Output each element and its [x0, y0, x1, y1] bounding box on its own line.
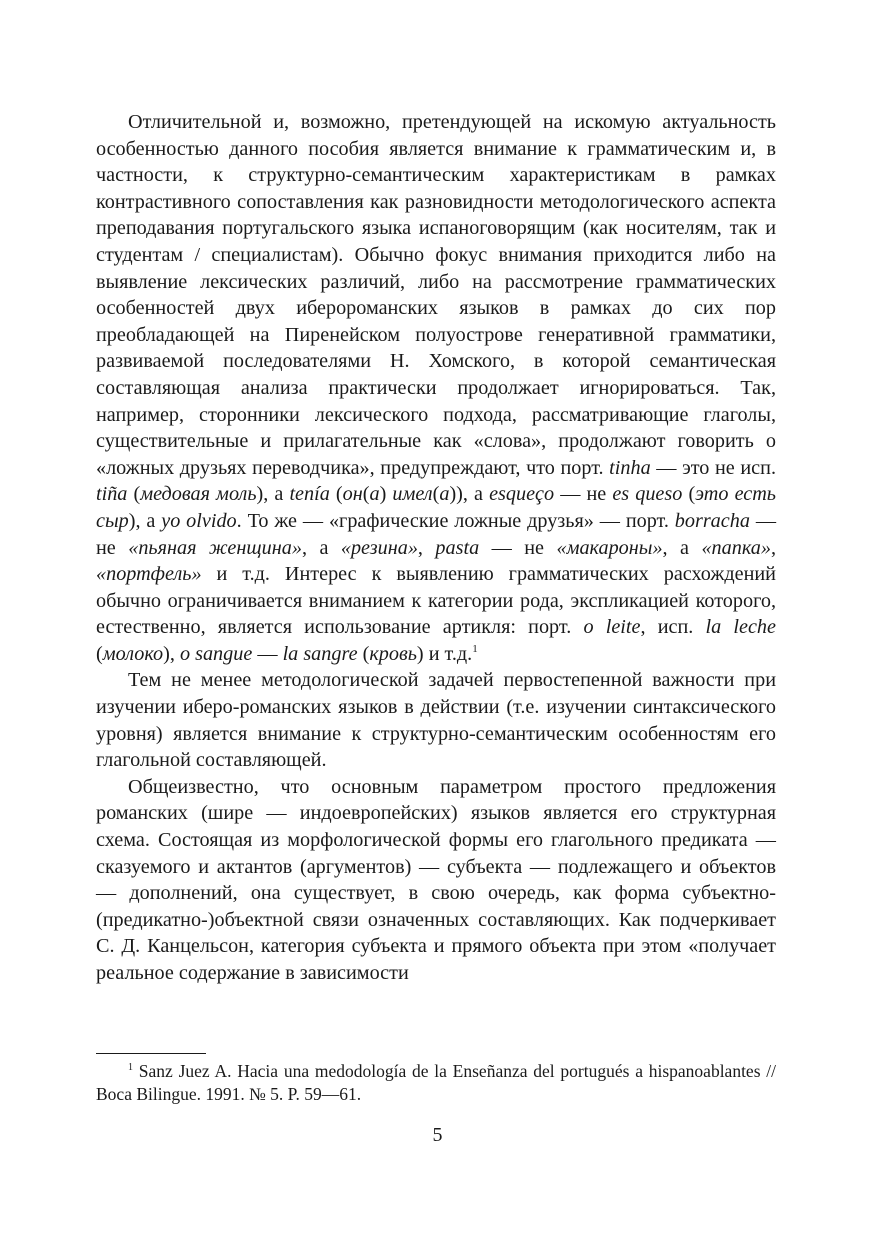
italic-term: borracha: [674, 509, 750, 532]
italic-term: это есть сыр: [96, 483, 776, 532]
text-run: — это не исп.: [650, 456, 776, 479]
italic-term: а: [369, 483, 380, 506]
footnote-marker: 1: [128, 1062, 133, 1073]
text-run: — не: [96, 509, 777, 559]
text-run: — не: [479, 536, 557, 559]
text-run: — не: [554, 483, 613, 506]
text-run: ): [379, 483, 393, 506]
text-run: ),: [163, 642, 180, 665]
text-run: (: [357, 642, 370, 665]
main-text: [96, 109, 776, 987]
italic-term: yo olvido: [161, 509, 237, 532]
text-run: (: [432, 483, 440, 506]
italic-term: «пьяная женщина»: [128, 536, 302, 559]
italic-term: la leche: [705, 616, 776, 639]
text-run: ) и т.д.: [416, 642, 473, 665]
text-run: ), а: [128, 509, 162, 532]
paragraph-2: [96, 667, 776, 773]
text-run: (: [682, 483, 696, 506]
footnote-text: Sanz Juez A. Hacia una medodología de la Enseñanza del portugués a hispanoablantes // Boca Bilingue. 1991. № 5. P. 59—61.: [96, 1061, 777, 1104]
text-run: . То же — «графические ложные друзья» — порт.: [236, 509, 675, 532]
text-run: и т.д. Интерес к выявлению грамматических расхождений обычно ограничивается вниманием к категории рода, экспликацией которого, естественно, является использование артикля: порт.: [96, 563, 776, 639]
italic-term: он: [342, 483, 363, 506]
italic-term: «резина»: [340, 536, 418, 559]
italic-term: кровь: [369, 642, 417, 665]
italic-term: «портфель»: [96, 563, 202, 586]
text-run: )), а: [449, 483, 490, 506]
italic-term: «макароны»: [556, 536, 663, 559]
text-run: Тем не менее методологической задачей первостепенной важности при изучении иберо-романских языков в действии (т.е. изучении синтаксического уровня) является внимание к структурно-семантическим особенностям его глагольной составляющей.: [96, 669, 776, 772]
footnote-reference: 1: [472, 642, 478, 655]
text-run: (: [96, 642, 103, 665]
italic-term: tiña: [96, 483, 128, 506]
text-run: —: [252, 642, 283, 665]
text-run: (: [127, 483, 141, 506]
italic-term: la sangre: [282, 642, 358, 665]
paragraph-1: [96, 109, 776, 667]
italic-term: «папка»: [701, 536, 771, 559]
text-run: (: [329, 483, 343, 506]
italic-term: а: [439, 483, 450, 506]
footnote-separator: [96, 1053, 206, 1054]
text-run: , а: [301, 536, 341, 559]
italic-term: es queso: [612, 483, 683, 506]
footnote: [96, 1060, 776, 1106]
italic-term: имел: [392, 483, 433, 506]
italic-term: esqueço: [489, 483, 555, 506]
italic-term: tenía: [289, 483, 330, 506]
italic-term: медовая моль: [140, 483, 257, 506]
text-run: , исп.: [640, 616, 706, 639]
text-run: Отличительной и, возможно, претендующей на искомую актуальность особенностью данного пособия является внимание к грамматическим и, в частности, к структурно-семантическим характеристикам в рамках контрастивного сопоставления как разновидности методологического аспекта преподавания португальского языка испаноговорящим (как носителям, так и студентам / специалистам). Обычно фокус внимания приходится либо на выявление лексических различий, либо на рассмотрение грамматических особенностей двух иберороманских языков в рамках до сих пор преобладающей на Пиренейском полуострове генеративной грамматики, развиваемой последователями Н. Хомского, в которой семантическая составляющая анализа практически продолжает игнорироваться. Так, например, сторонники лексического подхода, рассматривающие глаголы, существительные и прилагательные как «слова», продолжают говорить о «ложных друзьях переводчика», предупреждают, что порт.: [96, 111, 776, 479]
text-run: ,: [417, 536, 436, 559]
italic-term: pasta: [435, 536, 480, 559]
page-number: 5: [432, 1124, 443, 1146]
italic-term: tinha: [609, 456, 651, 479]
text-run: (: [362, 483, 370, 506]
italic-term: o leite: [583, 616, 641, 639]
text-run: ,: [770, 536, 777, 559]
text-run: ), а: [256, 483, 290, 506]
italic-term: o sangue: [179, 642, 253, 665]
text-run: , а: [662, 536, 702, 559]
italic-term: молоко: [102, 642, 164, 665]
text-run: Общеизвестно, что основным параметром простого предложения романских (шире — индоевропейских) языков является его структурная схема. Состоящая из морфологической формы его глагольного предиката — сказуемого и актантов (аргументов) — субъекта — подлежащего и объектов — дополнений, она существует, в свою очередь, как форма субъектно-(предикатно-)объектной связи означенных составляющих. Как подчеркивает С. Д. Канцельсон, категория субъекта и прямого объекта при этом «получает реальное содержание в зависимости: [96, 775, 776, 984]
paragraph-3: [96, 774, 776, 987]
